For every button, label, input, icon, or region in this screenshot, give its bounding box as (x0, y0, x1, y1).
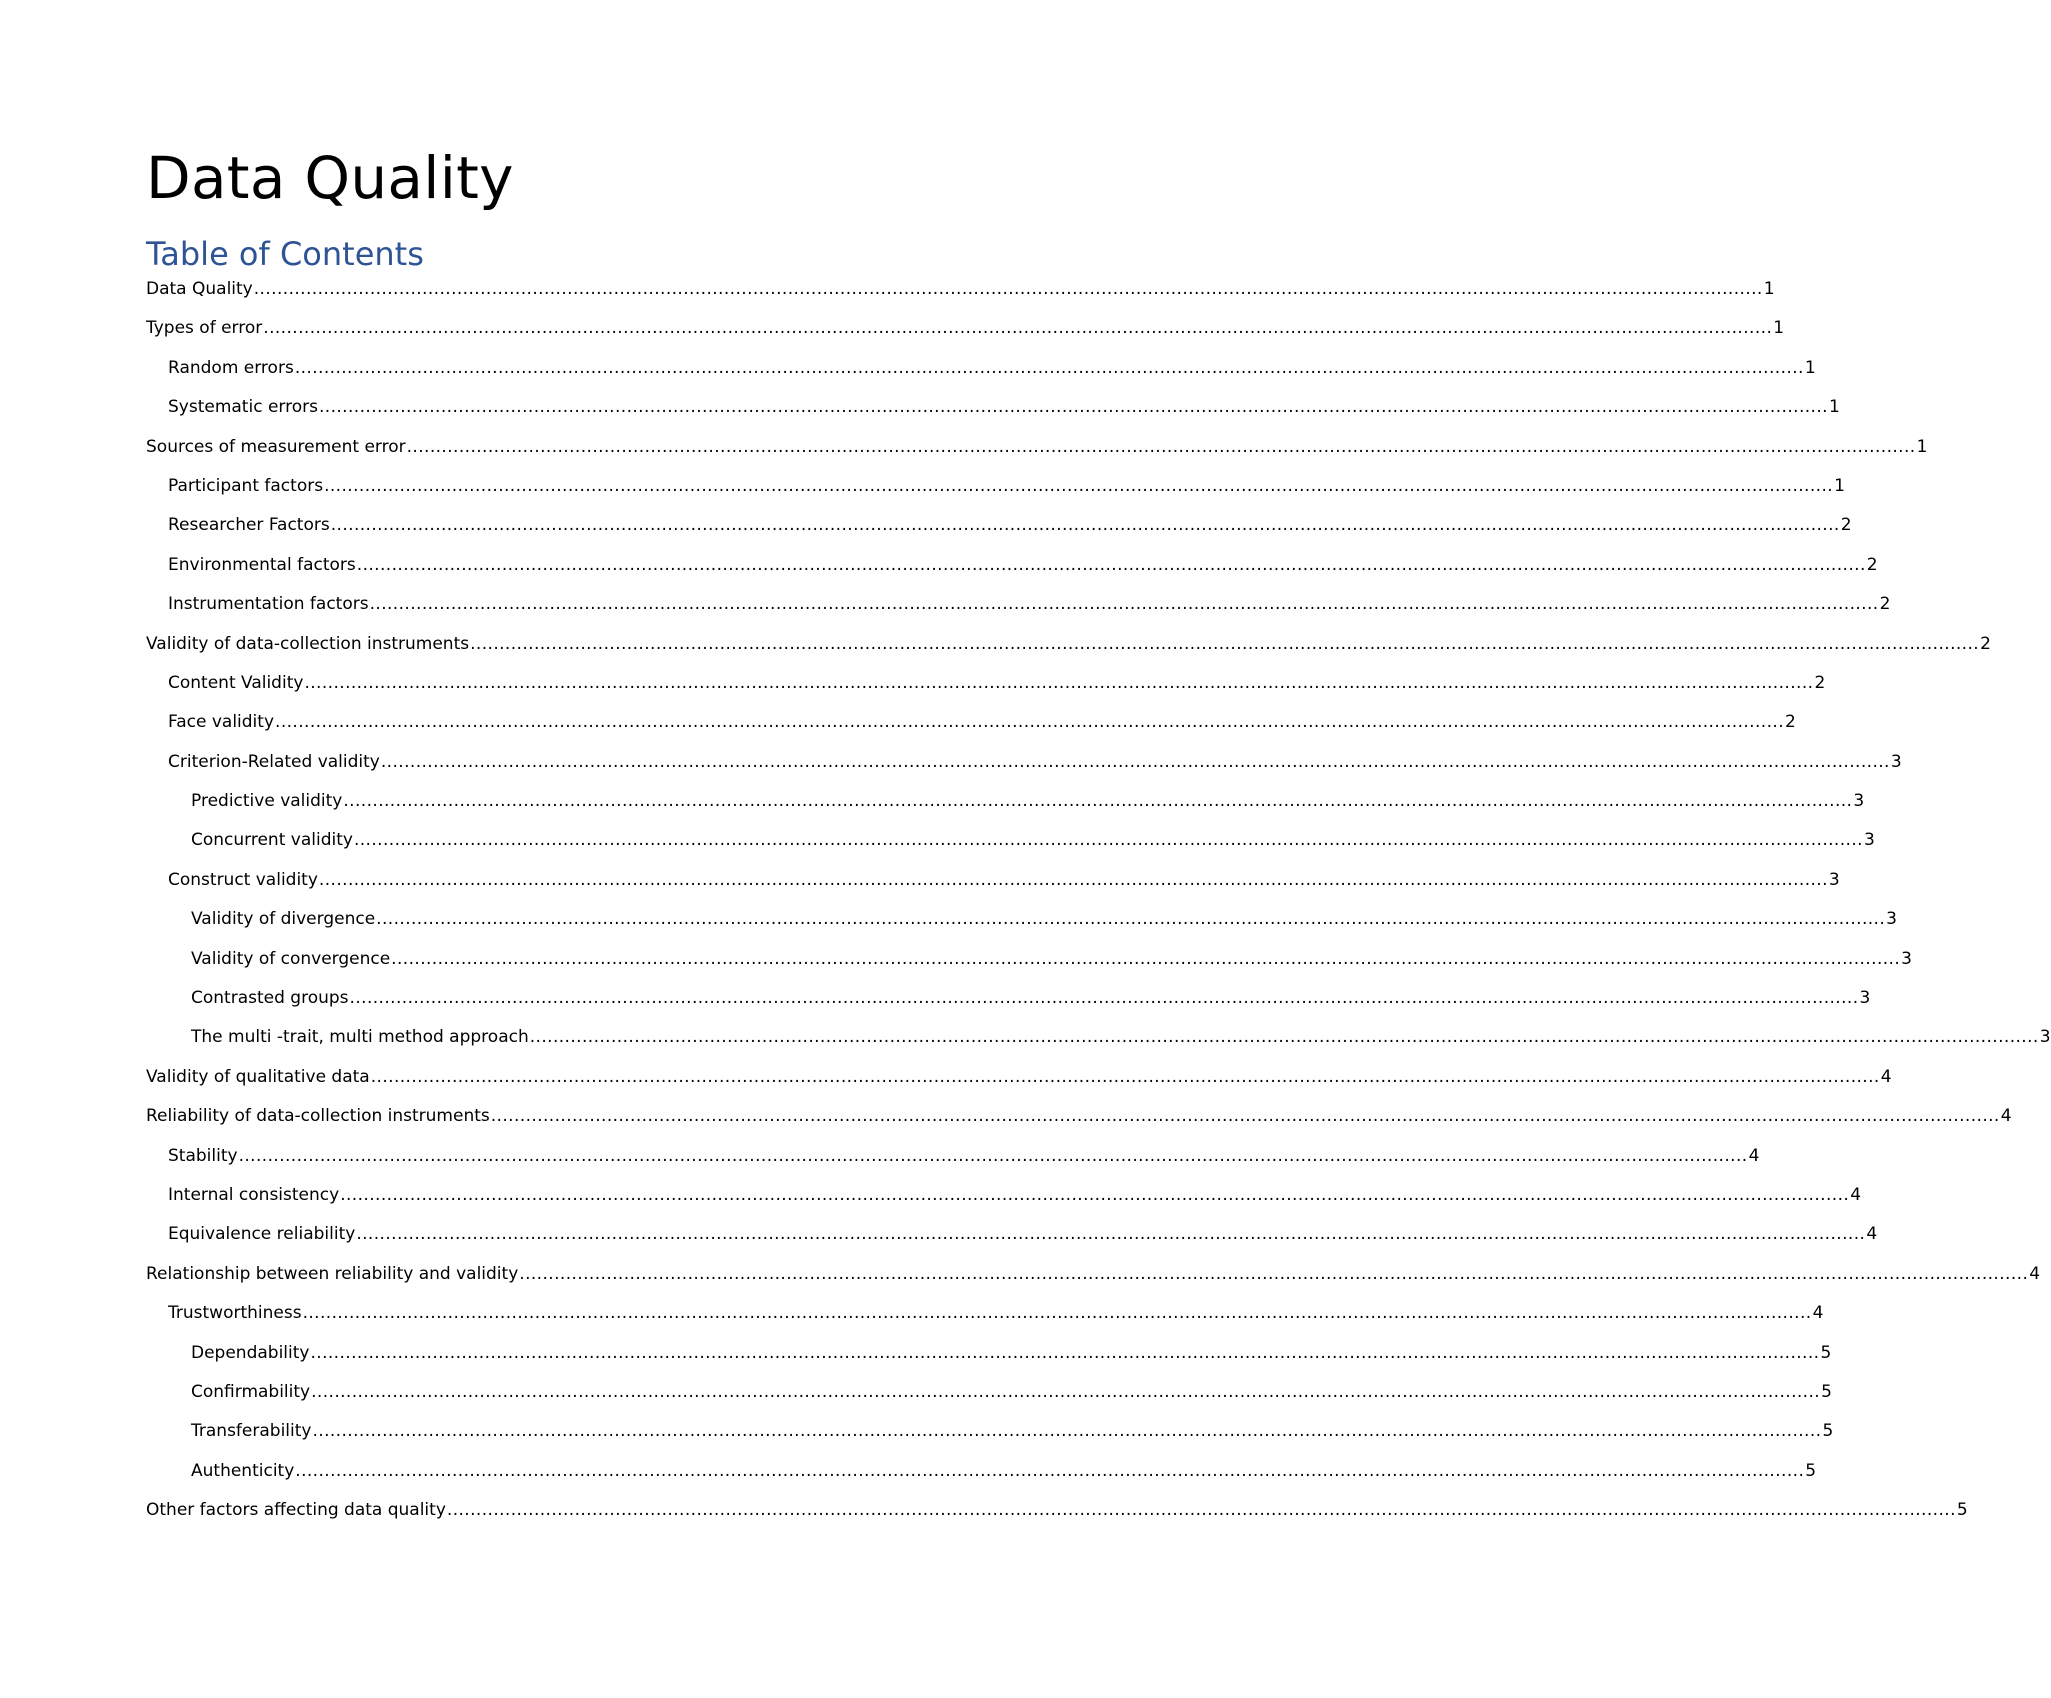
toc-page-number: 5 (1822, 1421, 1834, 1442)
toc-entry-text: Sources of measurement error (146, 436, 406, 457)
toc-entry-text: The multi -trait, multi method approach (191, 1027, 529, 1048)
toc-entry-text: Content Validity (168, 672, 304, 693)
toc-page-number: 1 (1834, 475, 1845, 496)
toc-entry-text: Contrasted groups (191, 988, 349, 1009)
toc-dot-leader: .................................................................................................................................................................................................................................................................... (302, 1303, 1812, 1324)
toc-entry-text: Other factors affecting data quality (146, 1500, 446, 1521)
toc-dot-leader: .................................................................................................................................................................................................................................................................... (304, 672, 1814, 693)
toc-dot-leader: .................................................................................................................................................................................................................................................................... (391, 948, 1901, 969)
toc-dot-leader: .................................................................................................................................................................................................................................................................... (356, 1224, 1866, 1245)
toc-entry-text: Construct validity (168, 869, 318, 890)
toc-entry-text: Validity of qualitative data (146, 1066, 370, 1087)
toc-dot-leader: .................................................................................................................................................................................................................................................................... (253, 279, 1763, 299)
toc-entry[interactable] (146, 471, 1845, 510)
toc-dot-leader: .................................................................................................................................................................................................................................................................... (376, 909, 1886, 930)
toc-page-number: 3 (2039, 1027, 2051, 1048)
toc-page-number: 5 (1821, 1381, 1832, 1402)
toc-entry[interactable] (146, 668, 1826, 707)
toc-entry[interactable] (146, 865, 1840, 904)
toc-dot-leader: .................................................................................................................................................................................................................................................................... (310, 1342, 1820, 1363)
toc-entry[interactable] (146, 825, 1875, 864)
toc-entry[interactable] (146, 589, 1891, 628)
toc-entry[interactable] (146, 353, 1816, 392)
toc-entry-text: Researcher Factors (168, 515, 330, 536)
toc-entry-text: Concurrent validity (191, 830, 353, 851)
toc-dot-leader: .................................................................................................................................................................................................................................................................... (318, 397, 1828, 418)
toc-dot-leader: .................................................................................................................................................................................................................................................................... (343, 791, 1853, 812)
toc-page-number: 4 (2029, 1263, 2041, 1284)
toc-page-number: 2 (1866, 554, 1878, 575)
toc-page-number: 4 (2000, 1106, 2012, 1127)
toc-entry[interactable] (146, 1456, 1817, 1495)
toc-entry-text: Random errors (168, 357, 294, 378)
toc-page-number: 4 (1748, 1145, 1760, 1166)
toc-entry-text: Transferability (191, 1421, 312, 1442)
toc-page-number: 2 (1814, 672, 1826, 693)
toc-entry[interactable] (146, 432, 1928, 471)
toc-entry-text: Environmental factors (168, 554, 356, 575)
toc-page-number: 4 (1866, 1224, 1878, 1245)
toc-page-number: 2 (1840, 515, 1852, 536)
toc-page-number: 2 (1879, 594, 1891, 615)
toc-dot-leader: .................................................................................................................................................................................................................................................................... (470, 633, 1980, 654)
toc-dot-leader: .................................................................................................................................................................................................................................................................... (369, 594, 1879, 615)
toc-dot-leader: .................................................................................................................................................................................................................................................................... (349, 988, 1859, 1009)
toc-entry[interactable] (146, 983, 1871, 1022)
toc-entry-text: Predictive validity (191, 791, 343, 812)
toc-heading: Table of Contents (146, 235, 424, 273)
toc-entry-text: Types of error (146, 318, 263, 339)
toc-page-number: 4 (1880, 1066, 1892, 1087)
toc-entry[interactable] (146, 747, 1902, 786)
toc-dot-leader: .................................................................................................................................................................................................................................................................... (330, 515, 1840, 536)
toc-dot-leader: .................................................................................................................................................................................................................................................................... (311, 1381, 1821, 1402)
toc-dot-leader: .................................................................................................................................................................................................................................................................... (238, 1145, 1748, 1166)
toc-page-number: 3 (1863, 830, 1875, 851)
toc-page-number: 3 (1853, 791, 1865, 812)
toc-page-number: 5 (1956, 1500, 1968, 1521)
toc-entry[interactable] (146, 786, 1865, 825)
toc-entry-text: Trustworthiness (168, 1303, 302, 1324)
toc-entry[interactable] (146, 550, 1878, 589)
toc-page-number: 1 (1828, 397, 1840, 418)
toc-entry[interactable] (146, 944, 1912, 983)
toc-entry-text: Reliability of data-collection instruments (146, 1106, 490, 1127)
toc-dot-leader: .................................................................................................................................................................................................................................................................... (324, 475, 1834, 496)
toc-entry-text: Participant factors (168, 475, 324, 496)
toc-dot-leader: .................................................................................................................................................................................................................................................................... (380, 751, 1890, 772)
toc-dot-leader: .................................................................................................................................................................................................................................................................... (318, 869, 1828, 890)
toc-entry[interactable] (146, 1022, 2051, 1061)
toc-page-number: 3 (1890, 751, 1902, 772)
toc-dot-leader: .................................................................................................................................................................................................................................................................... (519, 1263, 2029, 1284)
toc-dot-leader: .................................................................................................................................................................................................................................................................... (406, 436, 1916, 457)
toc-entry[interactable] (146, 1416, 1834, 1455)
toc-page-number: 4 (1812, 1303, 1824, 1324)
toc-entry-text: Validity of data-collection instruments (146, 633, 470, 654)
toc-entry-text: Systematic errors (168, 397, 318, 418)
toc-dot-leader: .................................................................................................................................................................................................................................................................... (312, 1421, 1822, 1442)
toc-entry[interactable] (146, 1180, 1862, 1219)
toc-entry-text: Relationship between reliability and validity (146, 1263, 519, 1284)
toc-entry[interactable] (146, 1101, 2012, 1140)
toc-entry-text: Face validity (168, 712, 275, 733)
toc-entry-text: Validity of convergence (191, 948, 391, 969)
toc-page-number: 3 (1886, 909, 1897, 930)
toc-page-number: 2 (1980, 633, 1991, 654)
toc-entry-text: Dependability (191, 1342, 310, 1363)
toc-dot-leader: .................................................................................................................................................................................................................................................................... (295, 1460, 1805, 1481)
toc-entry-text: Equivalence reliability (168, 1224, 356, 1245)
toc-dot-leader: .................................................................................................................................................................................................................................................................... (275, 712, 1785, 733)
toc-page-number: 1 (1763, 279, 1775, 299)
toc-entry[interactable] (146, 510, 1852, 549)
toc-dot-leader: .................................................................................................................................................................................................................................................................... (340, 1184, 1850, 1205)
toc-dot-leader: .................................................................................................................................................................................................................................................................... (356, 554, 1866, 575)
toc-entry[interactable] (146, 1141, 1760, 1180)
toc-page-number: 1 (1773, 318, 1785, 339)
toc-entry-text: Stability (168, 1145, 238, 1166)
toc-entry[interactable] (146, 1219, 1878, 1258)
toc-dot-leader: .................................................................................................................................................................................................................................................................... (353, 830, 1863, 851)
toc-entry-text: Criterion-Related validity (168, 751, 380, 772)
toc-page-number: 3 (1828, 869, 1840, 890)
toc-entry[interactable] (146, 707, 1796, 746)
toc-dot-leader: .................................................................................................................................................................................................................................................................... (263, 318, 1773, 339)
toc-entry[interactable] (146, 1377, 1832, 1416)
toc-page-number: 2 (1785, 712, 1796, 733)
toc-entry-text: Data Quality (146, 279, 253, 299)
toc-dot-leader: .................................................................................................................................................................................................................................................................... (529, 1027, 2039, 1048)
toc-entry[interactable] (146, 1338, 1832, 1377)
toc-page-number: 3 (1859, 988, 1871, 1009)
toc-entry[interactable] (146, 313, 1785, 352)
toc-page-number: 5 (1805, 1460, 1817, 1481)
toc-page-number: 3 (1901, 948, 1912, 969)
toc-entry-text: Validity of divergence (191, 909, 376, 930)
toc-page-number: 1 (1804, 357, 1816, 378)
toc-dot-leader: .................................................................................................................................................................................................................................................................... (370, 1066, 1880, 1087)
toc-entry[interactable] (146, 1495, 1968, 1534)
toc-page-number: 5 (1820, 1342, 1832, 1363)
toc-dot-leader: .................................................................................................................................................................................................................................................................... (446, 1500, 1956, 1521)
toc-entry[interactable] (146, 1298, 1824, 1337)
toc-entry-text: Authenticity (191, 1460, 295, 1481)
toc-entry[interactable] (146, 392, 1840, 431)
toc-entry[interactable] (146, 274, 1775, 313)
toc-page-number: 1 (1916, 436, 1928, 457)
table-of-contents (146, 274, 2051, 1535)
toc-entry-text: Internal consistency (168, 1184, 340, 1205)
toc-dot-leader: .................................................................................................................................................................................................................................................................... (490, 1106, 2000, 1127)
toc-entry-text: Instrumentation factors (168, 594, 369, 615)
toc-dot-leader: .................................................................................................................................................................................................................................................................... (294, 357, 1804, 378)
toc-entry[interactable] (146, 1062, 1892, 1101)
toc-entry[interactable] (146, 629, 1991, 668)
toc-entry[interactable] (146, 904, 1897, 943)
document-title: Data Quality (146, 144, 514, 212)
toc-entry[interactable] (146, 1259, 2041, 1298)
toc-page-number: 4 (1850, 1184, 1862, 1205)
toc-entry-text: Confirmability (191, 1381, 311, 1402)
